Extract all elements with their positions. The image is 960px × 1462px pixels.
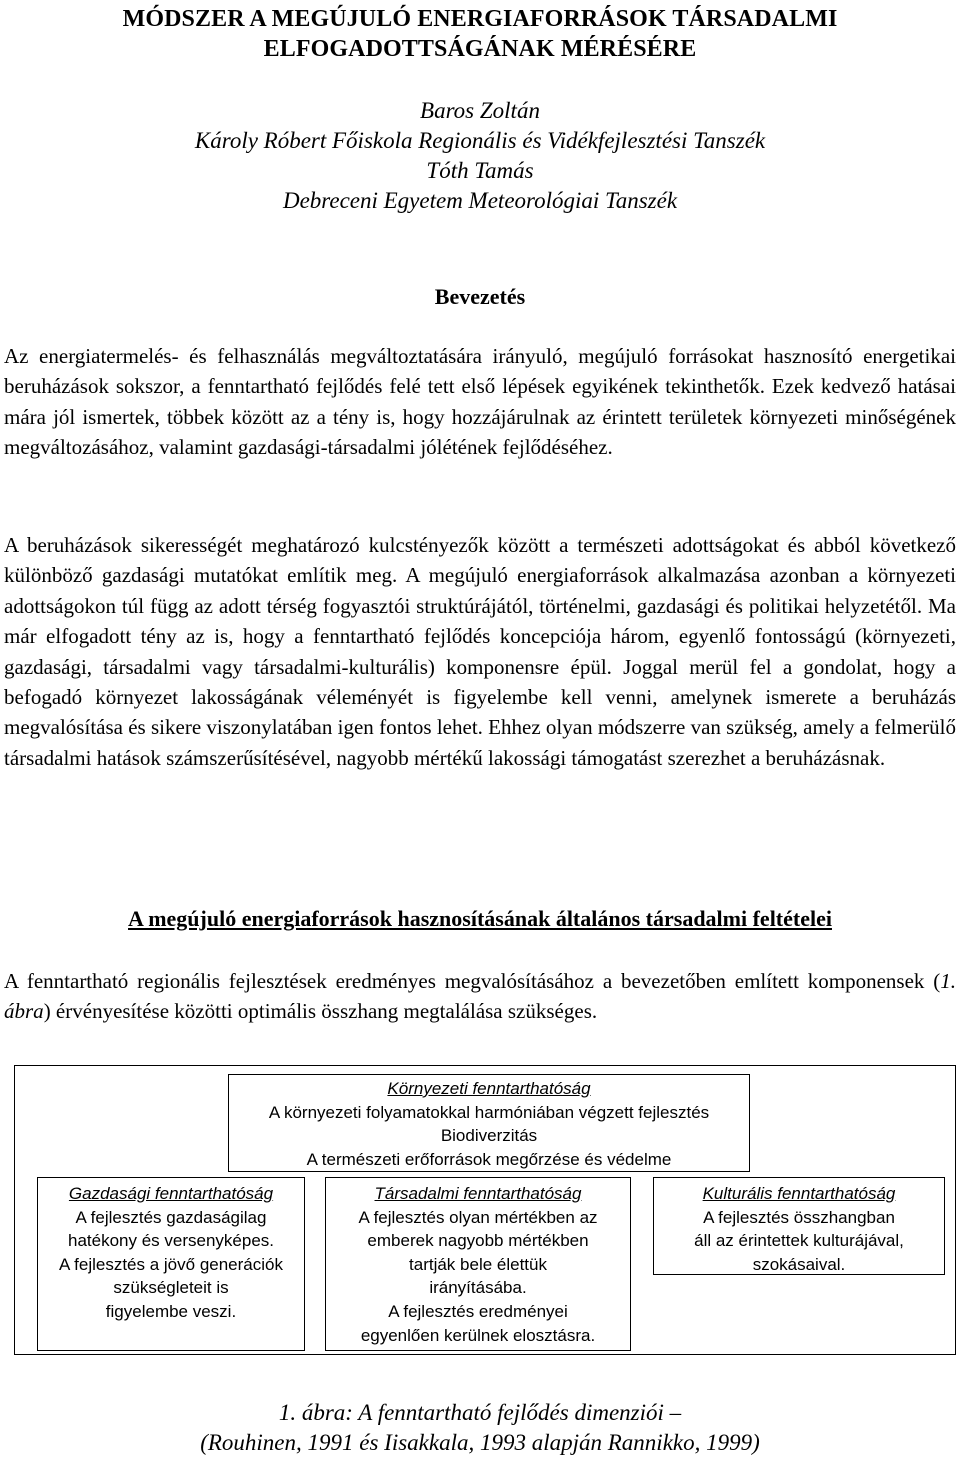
intro-paragraph-1: Az energiatermelés- és felhasználás megváltoztatására irányuló, megújuló forrásokat hasznosító energetikai beruházások sokszor, a fenntartható fejlődés felé tett első lépések egyikének tekinthetők. Ezek kedvező hatásai mára jól ismertek, többek között az a tény is, hogy hozzájárulnak az érintett területek környezeti minőségének megváltozásához, valamint gazdasági-társadalmi jólétének fejlődéséhez. xyxy=(4,344,956,460)
economic-box-line: hatékony és versenyképes. xyxy=(67,1231,274,1251)
cultural-sustainability-box xyxy=(653,1177,945,1275)
author-block xyxy=(0,96,960,216)
author-affiliation-2: Debreceni Egyetem Meteorológiai Tanszék xyxy=(282,188,678,213)
author-name-2: Tóth Tamás xyxy=(426,158,534,183)
paper-title-line-1: MÓDSZER A MEGÚJULÓ ENERGIAFORRÁSOK TÁRSADALMI xyxy=(122,6,838,32)
paper-title xyxy=(0,4,960,64)
economic-box-line: szükségleteit is xyxy=(113,1278,229,1298)
social-box-line: tartják bele élettük xyxy=(409,1254,547,1274)
social-box-line: A fejlesztés eredményei xyxy=(388,1301,568,1321)
figure-caption xyxy=(0,1398,960,1458)
social-box-line: A fejlesztés olyan mértékben az xyxy=(358,1207,598,1227)
section-paragraph-text-1: A fenntartható regionális fejlesztések eredményes megvalósításához a bevezetőben említett komponensek ( xyxy=(4,969,941,993)
figure-sustainability-dimensions xyxy=(14,1065,956,1355)
cultural-box-line: szokásaival. xyxy=(752,1254,846,1274)
section-paragraph-text-2: ) érvényesítése közötti optimális összhang megtalálása szükséges. xyxy=(43,999,598,1024)
cultural-box-title: Kulturális fenntarthatóság xyxy=(702,1184,896,1203)
economic-box-title: Gazdasági fenntarthatóság xyxy=(68,1184,274,1203)
economic-box-line: A fejlesztés gazdaságilag xyxy=(75,1207,267,1227)
social-box-line: emberek nagyobb mértékben xyxy=(367,1231,589,1251)
economic-box-line: A fejlesztés a jövő generációk xyxy=(59,1254,283,1274)
social-box-line: irányításába. xyxy=(429,1278,527,1298)
figure-caption-line-1: 1. ábra: A fenntartható fejlődés dimenziói – xyxy=(278,1400,682,1425)
cultural-box-line: áll az érintettek kulturájával, xyxy=(694,1231,904,1251)
intro-heading: Bevezetés xyxy=(434,284,526,309)
author-affiliation-1: Károly Róbert Főiskola Regionális és Vidékfejlesztési Tanszék xyxy=(194,128,766,153)
paper-title-line-2: ELFOGADOTTSÁGÁNAK MÉRÉSÉRE xyxy=(263,36,697,62)
social-box-title: Társadalmi fenntarthatóság xyxy=(374,1184,582,1203)
economic-box-line: figyelembe veszi. xyxy=(105,1301,237,1321)
section-paragraph xyxy=(4,966,956,1027)
environmental-box-line: Biodiverzitás xyxy=(440,1126,538,1146)
section-heading: A megújuló energiaforrások hasznosításának általános társadalmi feltételei xyxy=(128,906,832,931)
author-name-1: Baros Zoltán xyxy=(420,98,540,123)
figure-caption-line-2: (Rouhinen, 1991 és Iisakkala, 1993 alapján Rannikko, 1999) xyxy=(200,1430,760,1455)
environmental-box-line: A környezeti folyamatokkal harmóniában végzett fejlesztés xyxy=(268,1102,710,1122)
intro-paragraph-2: A beruházások sikerességét meghatározó kulcstényezők között a természeti adottságokat és abból következő különböző gazdasági mutatókat említik meg. A megújuló energiaforrások alkalmazása azonban a környezeti adottságokon túl függ az adott térség fogyasztói struktúrájától, történelmi, gazdasági és politikai helyzetétől. Ma már elfogadott tény az is, hogy a fenntartható fejlődés koncepciója három, egyenlő fontosságú (környezeti, gazdasági, társadalmi vagy társadalmi-kulturális) komponensre épül. Joggal merül fel a gondolat, hogy a befogadó környezet lakosságának véleményét is figyelembe kell venni, amelynek ismerete a beruházás megvalósítása és sikere viszonylatában igen fontos lehet. Ehhez olyan módszerre van szükség, amely a felmerülő társadalmi hatások számszerűsítésével, nagyobb mértékű lakossági támogatást szerezhet a beruházásnak. xyxy=(4,533,956,770)
environmental-box-line: A természeti erőforrások megőrzése és védelme xyxy=(306,1149,672,1169)
environmental-sustainability-box xyxy=(228,1074,750,1172)
cultural-box-line: A fejlesztés összhangban xyxy=(703,1207,895,1227)
economic-sustainability-box xyxy=(37,1177,305,1351)
social-sustainability-box xyxy=(325,1177,631,1351)
figure-reference: 1. ábra xyxy=(4,969,956,1024)
social-box-line: egyenlően kerülnek elosztásra. xyxy=(360,1325,596,1345)
environmental-box-title: Környezeti fenntarthatóság xyxy=(387,1079,591,1098)
